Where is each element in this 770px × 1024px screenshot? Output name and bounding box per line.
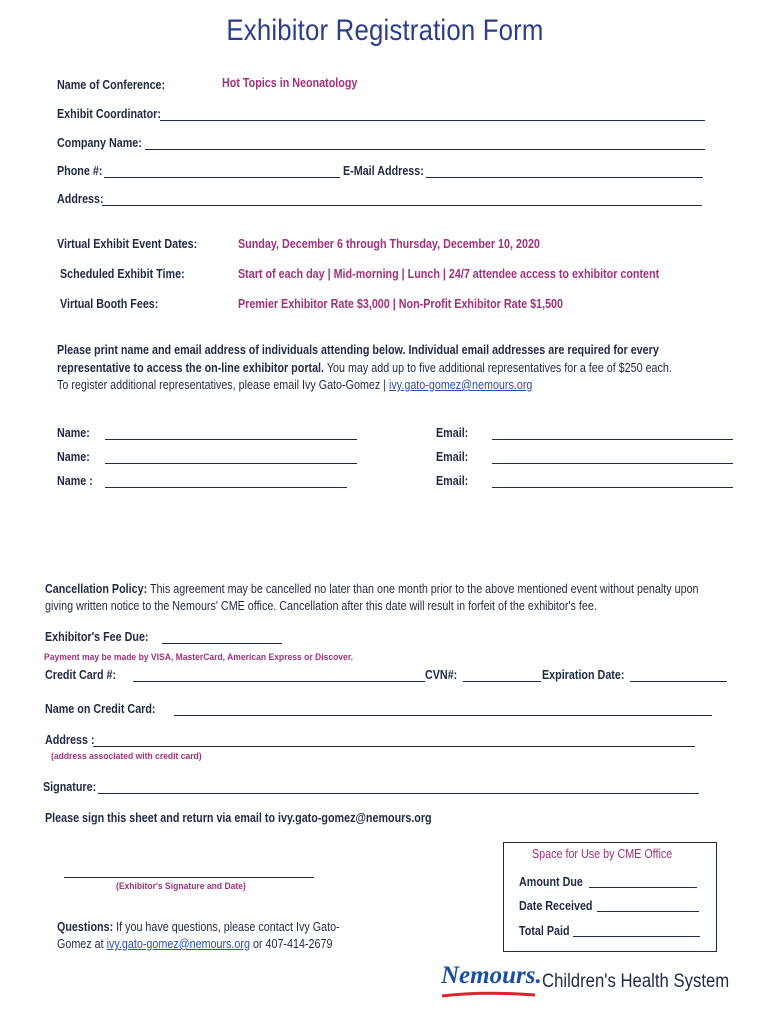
- questions-email-link[interactable]: ivy.gato-gomez@nemours.org: [106, 937, 250, 951]
- attendee-name-label: Name:: [57, 450, 90, 464]
- coordinator-field[interactable]: [160, 120, 705, 121]
- attendee-name-label: Name:: [57, 426, 90, 440]
- conference-label: Name of Conference:: [57, 78, 166, 92]
- attendee-email-label: Email:: [436, 426, 469, 440]
- return-note: Please sign this sheet and return via email to ivy.gato-gomez@nemours.org: [45, 811, 432, 825]
- attendee-name-field[interactable]: [105, 463, 357, 464]
- cme-box-title: Space for Use by CME Office: [532, 847, 673, 861]
- phone-label: Phone #:: [57, 164, 103, 178]
- card-address-note: (address associated with credit card): [51, 751, 202, 762]
- attendee-email-field[interactable]: [492, 439, 733, 440]
- attendee-name-label: Name :: [57, 474, 93, 488]
- instructions-line-1: Please print name and email address of individuals attending below. Individual email addresses are required for every: [57, 343, 659, 357]
- questions-label: Questions:: [57, 920, 114, 934]
- payment-methods-note: Payment may be made by VISA, MasterCard, American Express or Discover.: [44, 652, 354, 663]
- instructions-line-2-rest: You may add up to five additional representatives for a fee of $250 each.: [324, 361, 672, 375]
- instructions-line-2-bold: representative to access the on-line exhibitor portal.: [57, 361, 325, 375]
- page-title: Exhibitor Registration Form: [226, 14, 544, 47]
- amount-due-field[interactable]: [589, 887, 697, 888]
- card-address-label: Address :: [45, 733, 95, 747]
- company-field[interactable]: [145, 149, 705, 150]
- logo-tagline: Children's Health System: [542, 971, 730, 992]
- attendee-name-field[interactable]: [105, 487, 347, 488]
- attendee-name-field[interactable]: [105, 439, 357, 440]
- questions-line-2: [57, 937, 332, 951]
- fee-due-label: Exhibitor's Fee Due:: [45, 630, 149, 644]
- date-received-field[interactable]: [597, 911, 699, 912]
- signature-label: Signature:: [43, 780, 97, 794]
- cancellation-line-2: giving written notice to the Nemours' CME office. Cancellation after this date will result in forfeit of the exhibitor's fee.: [45, 599, 597, 613]
- email-label: E-Mail Address:: [343, 164, 424, 178]
- cancellation-label: Cancellation Policy:: [45, 582, 148, 596]
- cvn-field[interactable]: [463, 681, 541, 682]
- card-name-field[interactable]: [174, 715, 712, 716]
- cvn-label: CVN#:: [425, 668, 458, 682]
- questions-line-1: [57, 920, 340, 934]
- card-address-field[interactable]: [93, 746, 695, 747]
- instructions-line-2: [57, 361, 672, 375]
- attendee-email-label: Email:: [436, 474, 469, 488]
- expiration-label: Expiration Date:: [542, 668, 625, 682]
- signature-field[interactable]: [98, 793, 699, 794]
- total-paid-field[interactable]: [573, 936, 700, 937]
- company-label: Company Name:: [57, 136, 142, 150]
- expiration-field[interactable]: [630, 681, 727, 682]
- exhibit-time-label: Scheduled Exhibit Time:: [60, 267, 185, 281]
- credit-card-label: Credit Card #:: [45, 668, 117, 682]
- questions-text-2: Gomez at: [57, 937, 107, 951]
- credit-card-field[interactable]: [133, 681, 425, 682]
- event-dates-value: Sunday, December 6 through Thursday, December 10, 2020: [238, 237, 540, 251]
- logo-swoosh-icon: [441, 991, 536, 999]
- cancellation-text-1: This agreement may be cancelled no later than one month prior to the above mentioned event without penalty upon: [147, 582, 699, 596]
- attendee-email-label: Email:: [436, 450, 469, 464]
- exhibitor-signature-field[interactable]: [64, 877, 314, 878]
- attendee-email-field[interactable]: [492, 463, 733, 464]
- card-name-label: Name on Credit Card:: [45, 702, 156, 716]
- rep-email-link[interactable]: ivy.gato-gomez@nemours.org: [389, 378, 533, 392]
- instructions-line-3-text: To register additional representatives, please email Ivy Gato-Gomez |: [57, 378, 390, 392]
- address-label: Address:: [57, 192, 104, 206]
- booth-fees-value: Premier Exhibitor Rate $3,000 | Non-Profit Exhibitor Rate $1,500: [238, 297, 564, 311]
- attendee-email-field[interactable]: [492, 487, 733, 488]
- instructions-line-3: [57, 378, 532, 392]
- cancellation-line-1: [45, 582, 699, 596]
- event-dates-label: Virtual Exhibit Event Dates:: [57, 237, 198, 251]
- exhibit-time-value: Start of each day | Mid-morning | Lunch | 24/7 attendee access to exhibitor content: [238, 267, 660, 281]
- questions-text-1: If you have questions, please contact Ivy Gato-: [113, 920, 340, 934]
- signature-caption: (Exhibitor's Signature and Date): [116, 881, 246, 892]
- nemours-logo: [441, 962, 542, 990]
- questions-phone: or 407-414-2679: [249, 937, 333, 951]
- date-received-label: Date Received: [519, 899, 593, 913]
- fee-due-field[interactable]: [162, 643, 282, 644]
- phone-field[interactable]: [104, 177, 340, 178]
- email-field[interactable]: [426, 177, 703, 178]
- conference-value: Hot Topics in Neonatology: [222, 76, 358, 90]
- total-paid-label: Total Paid: [519, 924, 570, 938]
- address-field[interactable]: [102, 205, 702, 206]
- amount-due-label: Amount Due: [519, 875, 583, 889]
- logo-brand: Nemours.: [441, 962, 542, 989]
- coordinator-label: Exhibit Coordinator:: [57, 107, 161, 121]
- booth-fees-label: Virtual Booth Fees:: [60, 297, 159, 311]
